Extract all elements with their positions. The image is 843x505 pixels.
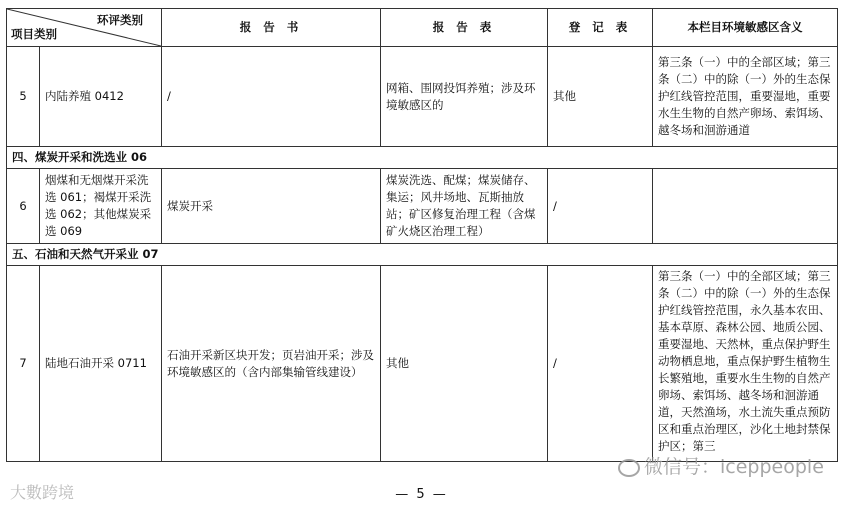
watermark-left: 大數跨境: [10, 483, 75, 502]
report-book-cell: 石油开采新区块开发；页岩油开采；涉及环境敏感区的（含内部集输管线建设）: [162, 266, 381, 462]
table-row: [7, 47, 838, 147]
section-row: [7, 147, 838, 169]
section-row: [7, 244, 838, 266]
header-project-category: 项目类别: [11, 27, 57, 41]
row-number: 6: [7, 169, 40, 244]
register-cell: /: [548, 266, 653, 462]
section-title: 五、石油和天然气开采业 07: [7, 244, 838, 266]
report-book-cell: 煤炭开采: [162, 169, 381, 244]
project-name: 内陆养殖 0412: [40, 47, 162, 147]
diagonal-header-cell: [7, 9, 162, 47]
project-name: 陆地石油开采 0711: [40, 266, 162, 462]
header-env-category: 环评类别: [97, 13, 143, 27]
header-report-book: 报 告 书: [162, 9, 381, 47]
report-table-cell: 其他: [381, 266, 548, 462]
report-book-cell: /: [162, 47, 381, 147]
section-title: 四、煤炭开采和洗选业 06: [7, 147, 838, 169]
header-report-table: 报 告 表: [381, 9, 548, 47]
row-number: 7: [7, 266, 40, 462]
header-row: [7, 9, 838, 47]
sensitive-area-cell: [653, 169, 838, 244]
table-row: [7, 266, 838, 462]
report-table-cell: 网箱、围网投饵养殖；涉及环境敏感区的: [381, 47, 548, 147]
page-number: — 5 —: [395, 487, 448, 502]
sensitive-area-cell: 第三条（一）中的全部区域；第三条（二）中的除（一）外的生态保护红线管控范围，永久基本农田、基本草原、森林公园、地质公园、重要湿地、天然林，重点保护野生动物栖息地，重点保护野生植物生长繁殖地，重要水生生物的自然产卵场、索饵场、越冬场和洄游通道，天然渔场，水土流失重点预防区和重点治理区，沙化土地封禁保护区；第三: [653, 266, 838, 462]
header-sensitive-area: 本栏目环境敏感区含义: [653, 9, 838, 47]
report-table-cell: 煤炭洗选、配煤；煤炭储存、集运；风井场地、瓦斯抽放站；矿区修复治理工程（含煤矿火烧区治理工程）: [381, 169, 548, 244]
classification-table: [6, 8, 838, 462]
sensitive-area-cell: 第三条（一）中的全部区域；第三条（二）中的除（一）外的生态保护红线管控范围，重要湿地，重要水生生物的自然产卵场、索饵场、越冬场和洄游通道: [653, 47, 838, 147]
header-register-table: 登 记 表: [548, 9, 653, 47]
project-name: 烟煤和无烟煤开采洗选 061；褐煤开采洗选 062；其他煤炭采选 069: [40, 169, 162, 244]
register-cell: 其他: [548, 47, 653, 147]
wechat-icon: [618, 459, 640, 477]
register-cell: /: [548, 169, 653, 244]
table-row: [7, 169, 838, 244]
watermark-right: 微信号：iceppeople: [618, 452, 824, 479]
row-number: 5: [7, 47, 40, 147]
